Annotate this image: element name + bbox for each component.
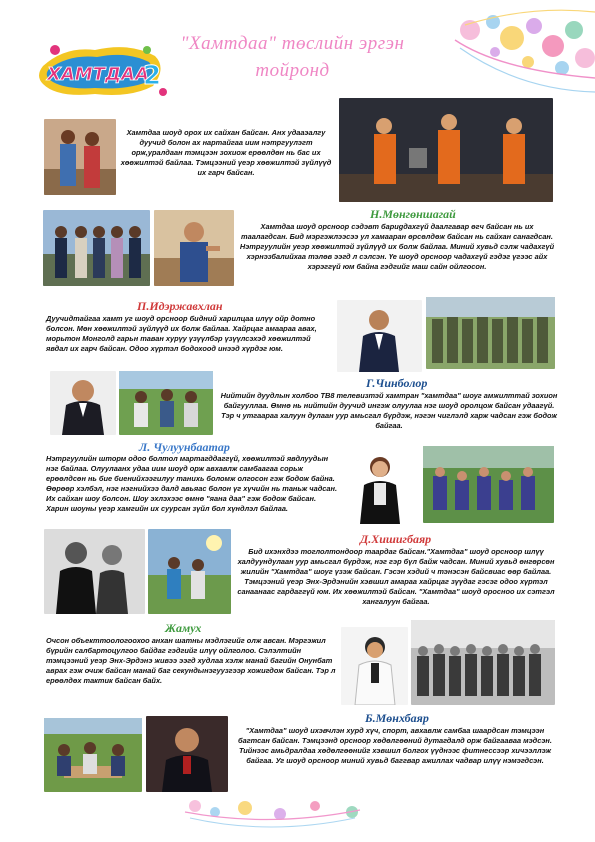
title-line-2: тойронд — [255, 60, 330, 81]
photo-couple-black-and-white — [44, 529, 145, 614]
photo-group-outdoor-five — [43, 210, 150, 286]
svg-text:ХАМТДАА: ХАМТДАА — [47, 64, 149, 85]
entry-3-name: П.Идэржавхлан — [137, 299, 223, 313]
entry-6-text: Бид ихэнхдээ тоглолтондоор таардаг байсан."Хамтдаа" шоуд орсноор шлүү халдуундулаан уур амьсгал бүрдэж, нэг гэр бүл байж чадсан. Миний хувьд өнгөрсөн жилийн "Хамтдаа" шоуг үзэж байсан. Гэсэн хэдий ч тэнэсэн байсвиас өөр байлаа. Тэмцээний үеэр Энх-Эрдэнийн хэвшил амараа хайрцаг зүүдаг гэсэг одоо хүртэл санаанааc гардаггүй юм. Их хөөжилтэй байсан. "Хамтдаа" шоуд оросноо их сэтгэл хангалуун байгаа. — [237, 547, 555, 606]
photo-people-outdoor-sun — [148, 529, 231, 614]
photo-soldiers-group — [426, 297, 555, 369]
photo-singer-stage — [340, 447, 418, 524]
entry-8-name: Б.Мөнхбаяр — [365, 711, 429, 725]
photo-team-field — [423, 446, 554, 523]
photo-group-on-grass — [119, 371, 213, 435]
photo-man-in-suit — [337, 300, 422, 372]
entry-1-text: Хамтдаа шоуд орох их сайхан байсан. Анх удааэалгу дуучид болон ах нартайгаа иим нэтргуулэгт орж,уралдаан тэмцээн зохиож ерөөлдөн нь бас их хөөжилтэй байлаа. Тэмцээний үеэр хөөжилтэй зүйлүүд их гарч байсан. — [120, 128, 332, 177]
svg-text:2: 2 — [143, 61, 162, 91]
entry-6-name: Д.Хишигбаяр — [360, 532, 432, 546]
entry-7-name: Жамух — [165, 621, 202, 635]
entry-5-text: Нэтргуулийн шторм одоо болтол мартагддаггүй, хөөжилтэй явдлуудын нэг байлаа. Олуулаанх удаа иим шоуд орж авхавлж самбаагаа сорьж ерөөлдсөн нь бие биенийхээгилуу танихь боломж олгосон гэж бодож байна. Өөрөөр хэлбэл, нэг нэгнийхээ далд авьяас болон үг хүчийн нь таньж чадсан. Их сайхан шоу болсон. Шоу эхлэхээс өмнө "яана даа" гэж бодож байсан. Харин шоуны үеэр хамгийн их суурсан зүйл бол хүндлэл байлаа. — [46, 454, 338, 513]
entry-2-name: Н.Мөнгөншагай — [370, 207, 456, 221]
page-title — [165, 30, 420, 84]
entry-8-text: "Хамтдаа" шоуд ихэвчлэн хурд хүч, спорт, авхавлж самбаа шаардсан тэмцээн багтсан байсан. Тэмцээнд орсноор хөдөлгөөний дутагдалд орж байгааваа мэдсэн. Тийнээс амьдралдаа хөдөлгөөнийг хэвшил болгох үүднээс фитнессээр хичээллэж байгаа. Уг шоуд орсноор миний хувьд баггвар ажиллах чадвар илүү нэмэгдсэн. — [238, 726, 552, 765]
entry-5-name: Л. Чулуунбаатар — [139, 440, 230, 454]
photo-man-seated-gesture — [154, 210, 234, 286]
title-line-1: "Хамтдаа" төслийн эргэн — [180, 33, 405, 54]
entry-3-text: Дуучидтайгаа хамт уг шоуд орсноор бидний харилцаа илүү ойр дотно болсон. Мөн хөөжилтэй зүйлүүд их болж байлаа. Хайрцаг амаараа авах, морьтон Монголд гарьн таван хурүу үзүүлбэр үзүүлсэхэд хөөжилтэй явдал их гарч байсан. Одоо хүртэл бодохоод инээд хүрдэг юм. — [46, 314, 317, 353]
photo-group-food-outdoor — [44, 718, 142, 792]
entry-7-text: Очсон объекттоологоохоо анхан шатны мэдлэгийг олж авсан. Мэргэжил бүрийн салбартоцулгоо байдаг гэдгийг илүү ойлголоо. Сэлэлтийн тэмцээний уеэр Энх-Эрдэнэ живээ ээгд худлаа хэлж манай багийн Онунбат авраx гэж очиж байсан манай баг секундынэгуузгээр хожигдож байсан. Тэр л ерөөлдөх тактик байсан байх. — [46, 636, 336, 685]
entry-4-name: Г.Чинболор — [366, 376, 428, 390]
photo-couple-traditional-dress — [44, 119, 116, 195]
entry-2-text: Хамтдаа шоуд орсноор сэдэвт бариgдахгүй даалгавар өгч байсан нь их таалагдсан. Бид мэргэжлээсээ ул хамааран өрсөлдөж байсан нь сайхан санагдсан. Нэтргуулийн уеэр хөөжилтэй зүйлүүд их болж байлаа. Миний хувьд сэлж чадахгүй хэрнэзбалийхаа тэлөв ээгд л сэлсэн. Үе шоуд орсноор чадахгүй гэдэг үгээс айх хэрэггүй юм байна гэдгийг маш сайн ойлгосон. — [239, 222, 555, 271]
photo-band-orange-suits — [339, 98, 553, 202]
show-logo — [35, 42, 170, 100]
photo-group-black-and-white — [411, 620, 555, 705]
photo-man-portrait-dark — [146, 716, 228, 792]
entry-4-text: Нийтийн дуудлын холбоо ТВ8 телевизтэй хамтран "хамтдаа" шоуг амжилттай зохион байгууллаа. Өмнө нь нийтийн дуучид ингэж олуулаа нэг шоуд оролцож байсан удаагүй. Тэр ч утгаараа халуун дулаан уур амьсгал бүрдэж, нэгэн чиглэлд харж чадсан гэж бодож байгаа. — [220, 391, 558, 430]
photo-singer-white-jacket — [341, 627, 408, 705]
photo-man-portrait-smiling — [50, 371, 116, 435]
